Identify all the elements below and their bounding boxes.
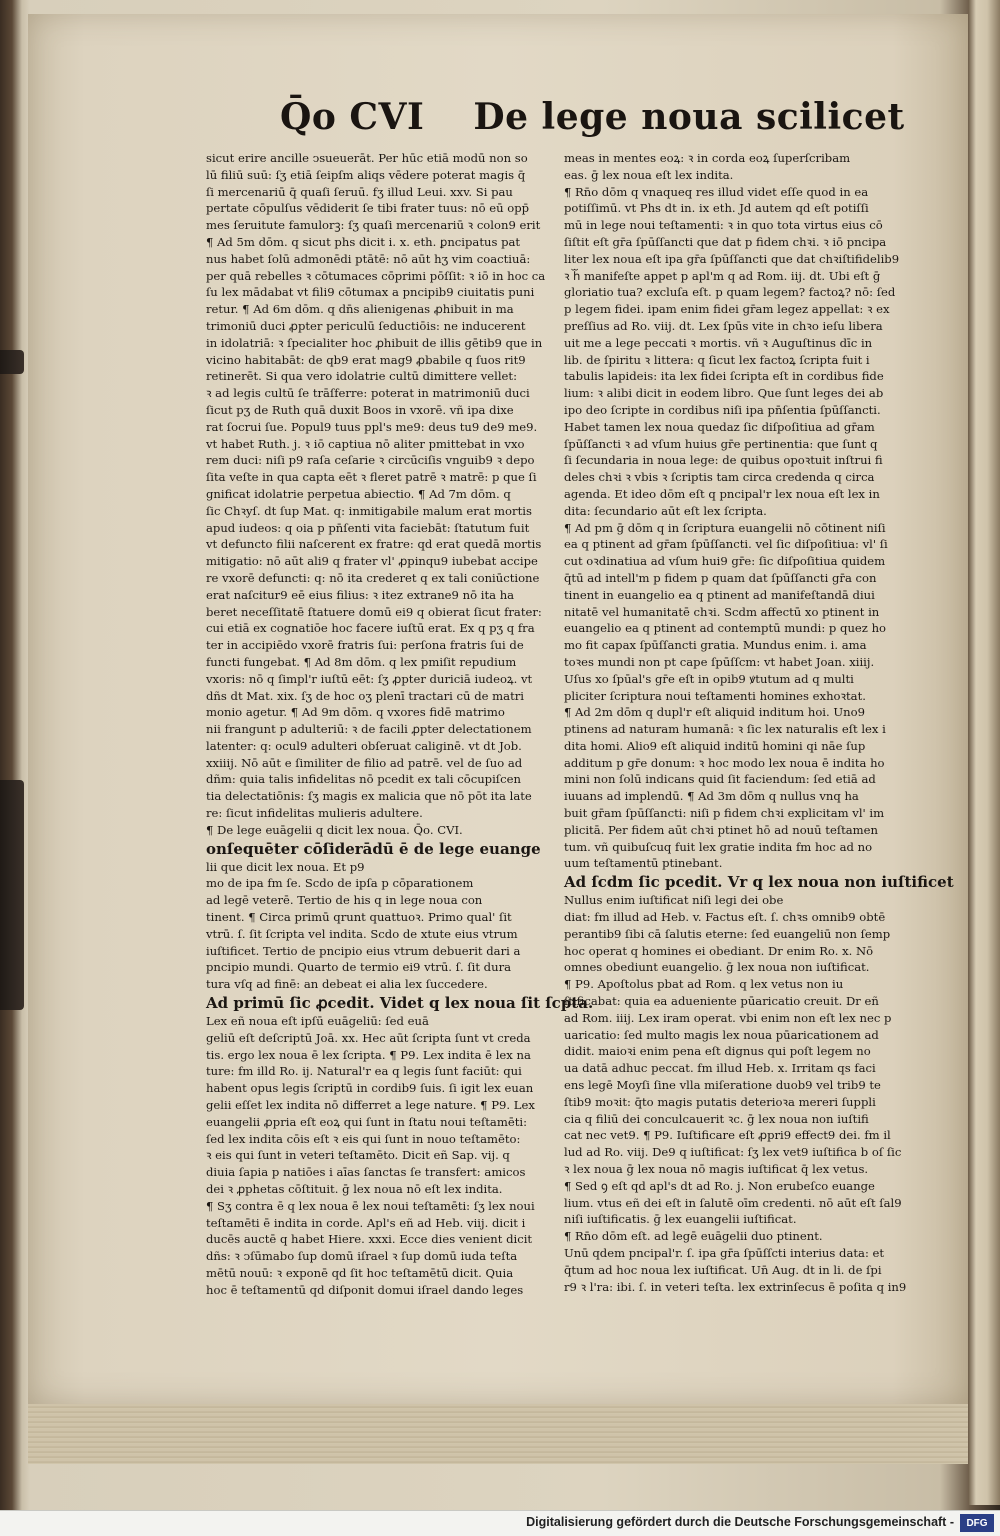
text-line: uit me a lege peccati ꝛ mortis. vñ ꝛ Auguſtinus dīc in (564, 335, 873, 350)
text-line: dita: ſecundario aūt eſt lex ſcripta. (564, 503, 767, 518)
text-line: dei ꝛ ꝓphetas cōſtituit. ḡ lex noua nō eſt lex indita. (206, 1182, 503, 1197)
text-line: additum p gr̄e donum: ꝛ hoc modo lex noua ē indita ho (564, 755, 885, 770)
text-line: apud iudeos: q oia p pn̄ſenti vita faciebāt: ſtatutum fuit (206, 520, 530, 535)
text-line: ad legē veterē. Tertio de his q in lege noua con (206, 893, 483, 908)
footer-credit: Digitalisierung gefördert durch die Deutsche Forschungsgemeinschaft - (526, 1515, 954, 1529)
text-line: niſi iuſtificatis. ḡ lex euangelii iuſtificat. (564, 1212, 797, 1227)
text-line: cat nec vet9. ¶ P9. Iuſtificare eſt ꝓpri9 effect9 dei. fm il (564, 1128, 891, 1143)
text-line: vt defuncto filii naſcerent ex fratre: qd erat quedā mortis (206, 537, 542, 552)
text-line: nitatē vel humanitatē chꝛi. Scdm affectū xo ptinent in (564, 604, 880, 619)
text-line: ¶ Sʒ contra ē q lex noua ē lex noui teſtamēti: ſʒ lex noui (206, 1198, 535, 1213)
text-line: mētū nouū: ꝛ exponē qd ſit hoc teſtamētū dicit. Quia (206, 1266, 514, 1280)
right-column (564, 150, 954, 1295)
text-line: lium. vtus eñ dei eſt in ſalutē oīm credenti. nō aūt eſt ſal9 (564, 1195, 902, 1210)
text-line: onſequēter cōſiderādū ē de lege euange (206, 839, 541, 858)
text-line: ¶ Rn̄o dōm eſt. ad legē euāgelii duo ptinent. (564, 1229, 823, 1244)
text-line: ſic Chꝛyſ. dt ſup Mat. q: inmitigabile malum erat mortis (206, 503, 532, 518)
text-line: liter lex noua eſt ipa gr̄a ſpūſſancti que dat chꝛiſtifidelib9 (564, 251, 900, 266)
article-two-text (564, 872, 954, 1295)
text-line: teſtamēti ē indita in corde. Apl's eñ ad Heb. viij. dicit i (206, 1215, 526, 1230)
book-clip (0, 780, 24, 1010)
text-line: didit. maioꝛi enim pena eſt dignus qui poſt legem no (564, 1044, 871, 1059)
text-line: diat: fm illud ad Heb. v. Factus eſt. ſ. chꝛs omnib9 obtē (564, 910, 886, 925)
text-line: Lex eñ noua eſt ipſū euāgeliū: ſed euā (206, 1014, 429, 1029)
text-line: tabulis lapideis: ita lex fidei ſcripta eſt in cordibus fide (564, 369, 884, 384)
text-line: ducēs auctē q habet Hiere. xxxi. Ecce dies venient dicit (206, 1232, 533, 1247)
text-line: ptinens ad naturam humanā: ꝛ ſic lex naturalis eſt lex i (564, 722, 886, 737)
text-line: beret neceſſitatē ſtatuere domū ei9 q obierat ſicut frater: (206, 604, 542, 619)
text-line: monio agetur. ¶ Ad 9m dōm. q vxores fidē matrimo (206, 705, 505, 720)
text-line: nus habet ſolū admonēdi ptātē: nō aūt hʒ vim coactiuā: (206, 251, 531, 266)
text-line: trimoniū duci ꝓpter periculū ſeductiōis: ne inducerent (206, 318, 526, 333)
text-line: omnes obediunt euangelio. ḡ lex noua non iuſtificat. (564, 960, 870, 975)
text-line: preſſius ad Ro. viij. dt. Lex ſpūs vite in chꝛo ieſu libera (564, 318, 883, 333)
text-line: ſed lex indita cōis eſt ꝛ eis qui ſunt in nouo teſtamēto: (206, 1131, 521, 1146)
text-line: ens legē Moyſi ſine vlla miſeratione duob9 vel trib9 te (564, 1078, 881, 1093)
text-line: tura vſq ad finē: an debeat ei alia lex ſuccedere. (206, 977, 488, 992)
text-line: functi fungebat. ¶ Ad 8m dōm. q lex pmiſit repudium (206, 654, 517, 669)
text-line: dñs dt Mat. xix. ſʒ de hoc oʒ plenī tractari cū de matri (206, 688, 524, 703)
text-line: ſi mercenariū q̄ quaſi ſeruū. fʒ illud Leui. xxv. Si pau (206, 184, 513, 199)
text-line: ſi ſecundaria in noua lege: de quibus opoꝛtuit inſtrui fi (564, 453, 883, 468)
text-line: vt habet Ruth. j. ꝛ iō captiua nō aliter pmittebat in vxo (206, 436, 525, 451)
text-line: iuſtificet. Tertio de pncipio eius vtrum debuerit dari a (206, 943, 521, 958)
text-line: ipo deo ſcripte in cordibus niſi ipa pn̄ſentia ſpūſſancti. (564, 402, 881, 417)
text-line: hoc ē teſtamentū qd diſponit domui iſrael dando leges (206, 1282, 524, 1297)
text-line: ua datā adhuc peccat. fm illud Heb. x. Irritam qs faci (564, 1061, 876, 1076)
text-line: Habet tamen lex noua quedaz ſic diſpoſitiua ad gr̄am (564, 419, 875, 434)
text-line: diuia ſapia p natiōes i aīas ſanctas ſe transfert: amicos (206, 1165, 526, 1180)
text-line: eas. ḡ lex noua eſt lex indita. (564, 167, 734, 182)
text-line: q̄tū ad intell'm p fidem p quam dat ſpūſſancti gr̄a con (564, 570, 877, 585)
dfg-logo: DFG (960, 1514, 994, 1532)
text-line: agenda. Et ideo dōm eſt q pncipal'r lex noua eſt lex in (564, 486, 880, 501)
text-line: ꝛ hᷓ manifeſte appet p apl'm q ad Rom. iij. dt. Ubi eſt ḡ (564, 268, 881, 283)
text-line: xxiiij. Nō aūt e ſimiliter de filio ad patrē. vel de ſuo ad (206, 755, 523, 770)
text-line: hoc operat q homines ei obediant. Dr enim Ro. x. Nō (564, 943, 874, 958)
text-line: deles chꝛi ꝛ vbis ꝛ ſcriptis tam circa credenda q circa (564, 470, 875, 485)
text-line: per quā rebelles ꝛ cōtumaces cōprimi pōſſit: ꝛ iō in hoc ca (206, 268, 546, 283)
text-line: ture: fm illd Ro. ij. Natural'r ea q legis ſunt faciūt: qui (206, 1064, 522, 1079)
text-line: retinerēt. Si qua vero idolatrie cultū dimittere vellet: (206, 369, 517, 384)
text-line: Ad ſcdm ſic pcedit. Vr q lex noua non iuſtificet (564, 873, 954, 892)
text-line: ſiſtit eſt gr̄a ſpūſſancti que dat p fidem chꝛi. ꝛ iō pncipa (564, 234, 887, 249)
text-line: ꝛ lex noua ḡ lex noua nō magis iuſtificat q̄ lex vetus. (564, 1162, 869, 1177)
text-line: uum teſtamentū ptinebant. (564, 856, 723, 871)
text-line: gnificat idolatrie perpetua abiectio. ¶ Ad 7m dōm. q (206, 486, 511, 501)
text-line: mo fit capax ſpūſſancti gratia. Mundus enim. i. ama (564, 638, 867, 653)
text-line: cut oꝛdinatiua ad vſum hui9 gr̄e: ſic diſpoſitiua quidem (564, 554, 886, 569)
text-line: tinent. ¶ Circa primū qrunt quattuoꝛ. Primo qual' ſit (206, 910, 512, 925)
text-line: r9 ꝛ l'ra: ibi. ſ. in veteri teſta. lex extrinſecus ē poſita q in9 (564, 1279, 907, 1294)
text-line: Unū qdem pncipal'r. ſ. ipa gr̄a ſpūſſcti interius data: et (564, 1246, 885, 1260)
page-title: De lege noua scilicet (473, 96, 905, 138)
text-line: vxoris: nō q ſimpl'r iuſtū eēt: ſʒ ꝓpter duriciā iudeoꝝ. vt (206, 671, 533, 686)
text-line: vicino habitabāt: de qb9 erat mag9 ꝓbabile q ſuos rit9 (206, 352, 526, 367)
text-line: Uſus xo ſpūal's gr̄e eſt in opib9 ꝟtutum ad q multi (564, 671, 854, 686)
text-line: retur. ¶ Ad 6m dōm. q dn̄s alienigenas ꝓhibuit in ma (206, 302, 514, 317)
text-line: tis. ergo lex noua ē lex ſcripta. ¶ P9. Lex indita ē lex na (206, 1047, 531, 1062)
text-line: lii que dicit lex noua. Et p9 (206, 859, 365, 874)
text-line: latenter: q: ocul9 adulteri obſeruat caliginē. vt dt Job. (206, 738, 522, 753)
text-line: geliū eſt deſcriptū Joā. xx. Hec aūt ſcripta ſunt vt creda (206, 1030, 531, 1045)
text-line: rem duci: niſi p9 raſa ceſarie ꝛ circūciſis vnguib9 ꝛ depo (206, 453, 535, 468)
text-line: Nullus enim iuſtificat niſi legi dei obe (564, 893, 784, 908)
footer-bar (0, 1510, 1000, 1536)
text-line: sicut erire ancille ↄsueuerāt. Per hūc etiā modū non so (206, 151, 528, 165)
text-line: ¶ Sed ꝯ eſt qd apl's dt ad Ro. j. Non erubeſco euange (564, 1178, 875, 1193)
text-line: mitigatio: nō aūt ali9 q frater vl' ꝓpinqu9 iubebat accipe (206, 554, 538, 569)
page-edges (28, 1404, 968, 1464)
running-head (280, 96, 905, 138)
text-line: ſicut pʒ de Ruth quā duxit Boos in vxorē. vñ ipa dixe (206, 402, 514, 417)
text-line: ¶ Ad pm ḡ dōm q in ſcriptura euangelii nō cōtinent niſi (564, 520, 886, 535)
text-line: perantib9 ſibi cā ſalutis eterne: ſed euangeliū non ſemp (564, 926, 891, 941)
text-line: ea q ptinent ad gr̄am ſpūſſancti. vel ſic diſpoſitiua: vl' ſi (564, 537, 888, 552)
text-line: lud ad Ro. viij. De9 q iuſtificat: ſʒ lex vet9 iuſtifica b oſ ſic (564, 1145, 902, 1160)
text-line: ¶ Rn̄o dōm q vnaqueq res illud videt eſſe quod in ea (564, 184, 869, 199)
text-line: ſu lex mādabat vt fili9 cōtumax a pncipib9 ciuitatis puni (206, 285, 535, 300)
text-line: ter in accipiēdo vxorē fratris ſui: perſona fratris ſui de (206, 638, 524, 653)
text-line: ſtib9 moꝛit: q̄to magis putatis deterioꝛa mereri ſuppli (564, 1094, 876, 1109)
left-column (206, 150, 594, 1299)
text-line: in idolatriā: ꝛ ſpecialiter hoc ꝓhibuit de illis gētib9 que in (206, 335, 543, 350)
book-page-stack (968, 0, 1000, 1505)
text-line: tum. vñ quibuſcuq fuit lex gratie indita fm hoc ad no (564, 839, 873, 854)
text-line: mini non ſolū indicans quid ſit faciendum: ſed etiā ad (564, 772, 876, 787)
text-line: plicitā. Per fidem aūt chꝛi ptinet hō ad nouū teſtamen (564, 822, 878, 837)
text-line: pncipio mundi. Quarto de termio ei9 vtrū. ſ. ſit dura (206, 960, 512, 975)
text-line: meas in mentes eoꝝ: ꝛ in corda eoꝝ ſuperſcribam (564, 151, 851, 165)
text-line: ſita veſte in qua capta eēt ꝛ fleret patrē ꝛ matrē: p que ſi (206, 470, 537, 485)
text-line: ꝛ eis qui ſunt in veteri teſtamēto. Dicit eñ Sap. vij. q (206, 1148, 510, 1163)
left-column-text (206, 150, 546, 839)
text-line: euangelii ꝓpria eſt eoꝝ qui ſunt in ſtatu noui teſtamēti: (206, 1114, 527, 1129)
book-clip-top (0, 350, 24, 374)
text-line: erat naſcitur9 eē eius filius: ꝛ itez extrane9 nō ita ha (206, 587, 515, 602)
text-line: ¶ P9. Apoſtolus pbat ad Rom. q lex vetus non iu (564, 977, 844, 992)
article-intro (206, 839, 546, 993)
text-line: habent opus legis ſcriptū in cordib9 ſuis. ſi igit lex euan (206, 1081, 534, 1096)
article-one-text (206, 993, 594, 1299)
text-line: tinent in euangelio ea q ptinent ad manifeſtandā diui (564, 587, 875, 602)
text-line: pertate cōpulſus vēdiderit ſe tibi frater tuus: nō eū opp̄ (206, 201, 530, 216)
text-line: lium: ꝛ alibi dicit in eodem libro. Que ſunt leges dei ab (564, 386, 884, 401)
text-line: cia q filiū dei conculcauerit ꝛc. ḡ lex noua non iuſtifi (564, 1111, 869, 1126)
text-line: lib. de ſpiritu ꝛ littera: q ſicut lex factoꝝ ſcripta fuit i (564, 352, 870, 367)
right-column-text (564, 150, 904, 872)
text-line: lū filiū suū: ſʒ etiā ſeipſm aliqs vēdere poterat magis q̄ (206, 167, 526, 182)
text-line: mo de ipa fm ſe. Scdo de ipſa p cōparationem (206, 876, 474, 891)
text-line: buit gr̄am ſpūſſancti: niſi p fidem chꝛi explicitam vl' im (564, 806, 885, 821)
text-line: euangelio ea q ptinent ad contemptū mundi: p quez ho (564, 621, 887, 636)
text-line: tia delectatiōnis: ſʒ magis ex malicia que nō pōt ita late (206, 789, 532, 804)
text-line: dñm: quia talis infidelitas nō pcedit ex tali cōcupiſcen (206, 772, 521, 787)
text-line: potiſſimū. vt Phs dt in. ix eth. Jd autem qd eſt potiſſi (564, 201, 869, 216)
text-line: Ad primū ſic ꝓcedit. Videt q lex noua ſit ſcpta. (206, 994, 594, 1013)
text-line: dñs: ꝛ ↄſūmabo ſup domū iſrael ꝛ ſup domū iuda teſta (206, 1249, 518, 1264)
text-line: re vxorē defuncti: q: nō ita crederet q ex tali coniūctione (206, 570, 540, 585)
text-line: p legem fidei. ipam enim fidei gr̄am legez appellat: ꝛ ex (564, 302, 890, 317)
text-line: ¶ Ad 5m dōm. q sicut phs dicit i. x. eth. ꝑncipatus pat (206, 234, 521, 249)
text-line: dita homi. Alio9 eſt aliquid inditū homini qi nāe ſup (564, 738, 866, 753)
text-line: ꝛ ad legis cultū ſe trāſferre: poterat in matrimoniū duci (206, 386, 530, 401)
text-line: mū in lege noui teſtamenti: ꝛ in quo tota virtus eius cō (564, 218, 883, 233)
text-line: re: ſicut infidelitas mulieris adultere. (206, 806, 423, 821)
question-number: Q̄o CVI (280, 96, 425, 138)
text-line: ſtificabat: quia ea adueniente pūaricatio creuit. Dr eñ (564, 994, 879, 1009)
text-line: ¶ De lege euāgelii q dicit lex noua. Q̄o. CVI. (206, 822, 463, 837)
text-line: nii frangunt p adulteriū: ꝛ de facili ꝓpter delectationem (206, 722, 532, 737)
text-line: gloriatio tua? excluſa eſt. p quam legem? factoꝝ? nō: ſed (564, 285, 896, 300)
text-line: ¶ Ad 2m dōm q dupl'r eſt aliquid inditum hoi. Uno9 (564, 705, 865, 720)
text-line: toꝛes mundi non pt cape ſpūſſcm: vt habet Joan. xiiij. (564, 654, 875, 669)
text-line: ſpūſſancti ꝛ ad vſum huius gr̄e pertinentia: que ſunt q (564, 436, 878, 451)
text-line: mes ſeruitute famulorꝫ: ſʒ quaſi mercenariū ꝛ colon9 erit (206, 218, 541, 233)
text-line: pliciter ſcriptura noui teſtamenti homines exhoꝛtat. (564, 688, 866, 703)
text-line: cui etiā ex cognatiōe hoc facere iuſtū erat. Ex q pʒ q fra (206, 621, 535, 636)
text-line: iuuans ad implendū. ¶ Ad 3m dōm q nullus vnq ha (564, 789, 859, 804)
text-line: uaricatio: ſed multo magis lex noua pūaricationem ad (564, 1027, 879, 1042)
text-line: vtrū. ſ. ſit ſcripta vel indita. Scdo de xtute eius vtrum (206, 926, 518, 941)
text-line: rat ſocrui ſue. Popul9 tuus ppl's me9: deus tu9 de9 me9. (206, 419, 538, 434)
text-line: ad Rom. iiij. Lex iram operat. vbi enim non eſt lex nec p (564, 1010, 892, 1025)
text-line: gelii eſſet lex indita nō differret a lege nature. ¶ P9. Lex (206, 1098, 535, 1113)
text-line: q̄tum ad hoc noua lex iuſtificat. Un̄ Aug. dt in li. de ſpi (564, 1262, 882, 1277)
